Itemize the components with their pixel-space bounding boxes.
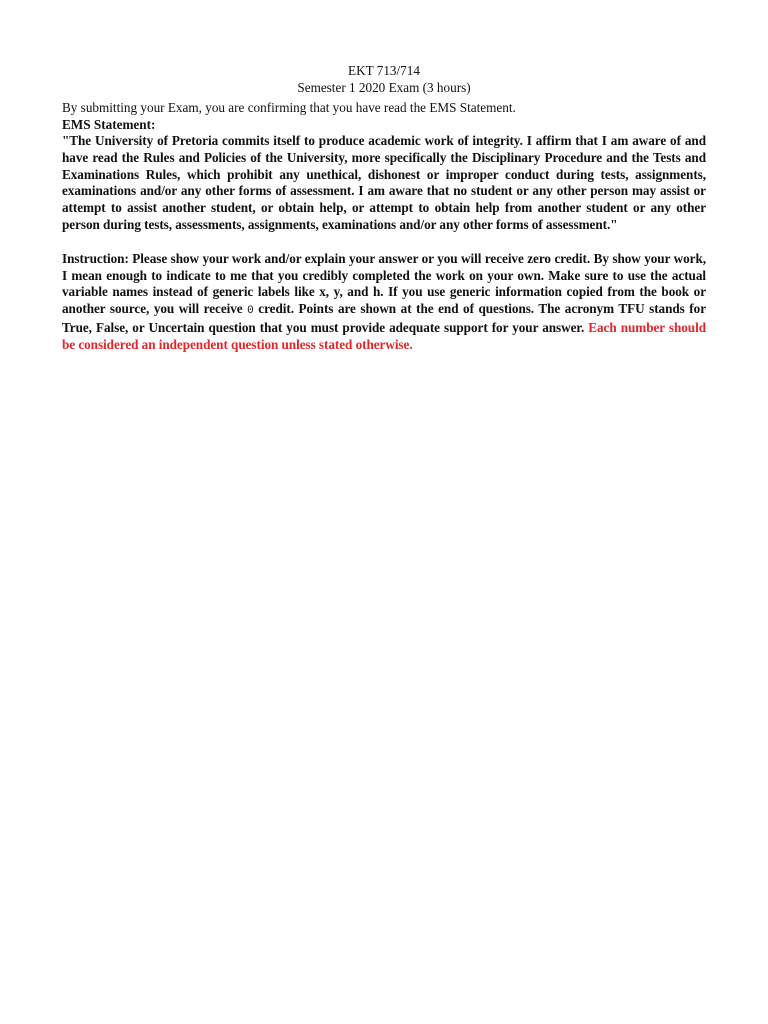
ems-heading: EMS Statement:: [62, 117, 156, 132]
exam-title: Semester 1 2020 Exam (3 hours): [297, 80, 471, 95]
instruction-text-part1: Instruction: Please show your work and/or explain your answer or you will receive zero credit. By show your work, I mean enough to indicate to me that you credibly completed the work on your own. Make sure to use the actual variable names instead of generic labels like x, y, and h. If you use generic information copied from the book or another source, you will receive: [62, 250, 706, 317]
independent-question-note: Each number should be considered an independent question unless stated otherwise.: [62, 319, 706, 352]
zero-credit-value: 0: [247, 305, 254, 318]
course-code: EKT 713/714: [348, 63, 420, 78]
instruction-text-part2: credit. Points are shown at the end of questions. The acronym TFU stands for True, False, or Uncertain question that you must provide adequate support for your answer.: [62, 301, 706, 335]
exam-page: [62, 62, 706, 354]
exam-header: [62, 62, 706, 96]
instruction-paragraph: [62, 251, 706, 354]
submission-notice: By submitting your Exam, you are confirming that you have read the EMS Statement.: [62, 100, 516, 115]
ems-statement: "The University of Pretoria commits itself to produce academic work of integrity. I affirm that I am aware of and have read the Rules and Policies of the University, more specifically the Disciplinary Procedure and the Tests and Examinations Rules, which prohibit any unethical, dishonest or improper conduct during tests, assignments, examinations and/or any other forms of assessment. I am aware that no student or any other person may assist or attempt to assist another student, or obtain help, or attempt to obtain help from another student or any other person during tests, assessments, assignments, examinations and/or any other forms of assessment.": [62, 133, 706, 232]
